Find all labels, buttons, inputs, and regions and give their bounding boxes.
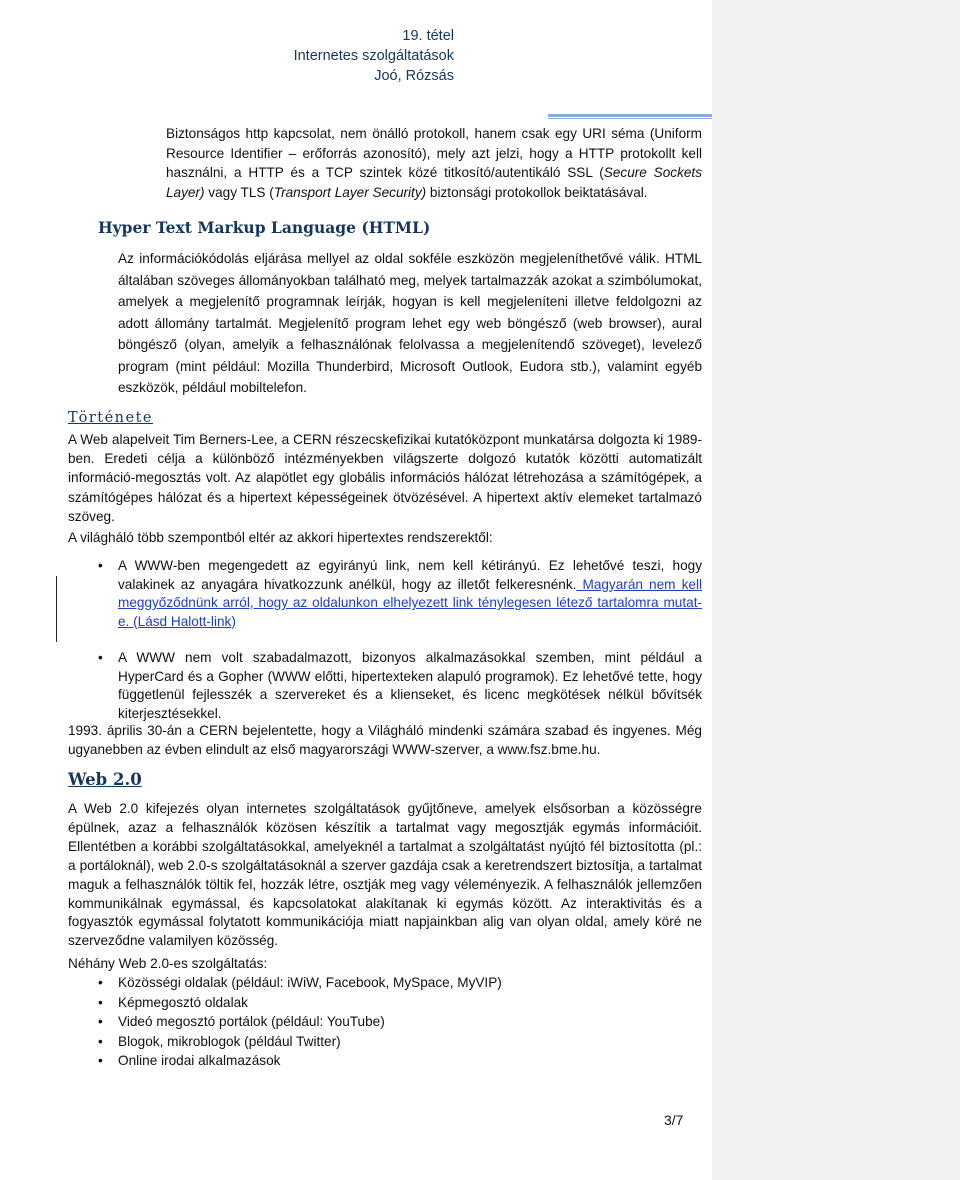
page-number: 3/7 [664,1112,684,1128]
service-item: Online irodai alkalmazások [118,1053,281,1068]
bullet-1-text: A WWW-ben megengedett az egyirányú link, nem kell kétirányú. Ez lehetővé teszi, hogy valakinek az anyagára hivatkozzunk anélkül, hogy az illetőt felkeresnénk. [118,558,702,592]
web20-services-list [68,973,702,1071]
bullet-icon: • [98,1033,103,1049]
tortenete-paragraph-1: A Web alapelveit Tim Berners-Lee, a CERN részecskefizikai kutatóközpont munkatársa dolgozta ki 1989-ben. Eredeti célja a különböző intézményekben világszerte dolgozó kutatók közötti automatizált információ-megosztás volt. Az alapötlet egy globális információs hálózat létrehozása a számítógépek, a számítógépes hálózat és a hipertext képességeinek ötvözésével. A hipertext aktív elemeket tartalmazó szöveg. [68,432,702,524]
bullet-icon: • [98,558,103,573]
list-item [68,993,702,1013]
service-item: Képmegosztó oldalak [118,994,248,1010]
list-item [68,1051,702,1071]
halott-link[interactable]: Magyarán nem kell meggyőződnünk arról, hogy az oldalunkon elhelyezett link ténylegesen létező tartalomra mutat-e. (Lásd Halott-link) [118,576,702,629]
bullet-icon: • [98,1053,103,1068]
header-line-3: Joó, Rózsás [374,68,454,84]
intro-text-c: vagy TLS ( [204,184,274,200]
bullet-icon: • [98,994,103,1010]
intro-text-ssl: Secure Sockets Layer) [166,165,702,200]
differences-list [68,557,702,723]
intro-text-tls: Transport Layer Security) [273,184,427,200]
service-item: Videó megosztó portálok (például: YouTube) [118,1014,385,1029]
bullet-icon: • [98,975,103,990]
list-item [68,649,702,723]
intro-paragraph [166,124,702,202]
bullet-icon: • [98,650,103,665]
web20-heading: Web 2.0 [68,770,142,789]
html-heading: Hyper Text Markup Language (HTML) [98,218,431,237]
tortenete-paragraph-3: 1993. április 30-án a CERN bejelentette, hogy a Világháló mindenki számára szabad és ingyenes. Még ugyanebben az évben elindult az első magyarországi WWW-szerver, a www.fsz.bme.hu. [68,723,702,757]
header-line-1: 19. tétel [402,28,454,44]
list-item [68,1012,702,1032]
intro-text-e: biztonsági protokollok beiktatásával. [426,184,648,200]
service-item: Blogok, mikroblogok (például Twitter) [118,1033,341,1049]
list-item [68,557,702,631]
bullet-icon: • [98,1014,103,1029]
list-item [68,973,702,993]
intro-text-a: Biztonságos http kapcsolat, nem önálló protokoll, hanem csak egy URI séma (Uniform Resource Identifier – erőforrás azonosító), mely azt jelzi, hogy a HTTP protokollt kell használni, a HTTP és a TCP szintek közé titkosító/autentikáló SSL ( [166,126,702,180]
bullet-2-text: A WWW nem volt szabadalmazott, bizonyos alkalmazásokkal szemben, mint például a HyperCard és a Gopher (WWW előtti, hipertexteken alapuló programok). Ez lehetővé tette, hogy függetlenül fejlesszék a szervereket és a klienseket, és licenc megkötések nélkül bővítsék kiterjesztésekkel. [118,650,702,721]
header-line-2: Internetes szolgáltatások [293,48,454,64]
tortenete-paragraph-2: A világháló több szempontból eltér az akkori hipertextes rendszerektől: [68,530,493,545]
web20-list-intro: Néhány Web 2.0-es szolgáltatás: [68,956,268,971]
change-bar [56,576,57,642]
list-item [68,1032,702,1052]
html-paragraph: Az információkódolás eljárása mellyel az oldal sokféle eszközön megjeleníthetővé válik. HTML általában szöveges állományokban található meg, melyek tartalmazzák azokat a szimbólumokat, amelyek a megjelenítő programnak leírják, hogyan is kell megjeleníteni illetve feldolgozni az adott állomány tartalmát. Megjelenítő program lehet egy web böngésző (web browser), aural böngésző (olyan, amelyik a felhasználónak felolvassa a megjelenítendő szöveget), levelező program (mint például: Mozilla Thunderbird, Microsoft Outlook, Eudora stb.), valamint egyéb eszközök, például mobiltelefon. [118,251,702,395]
service-item: Közösségi oldalak (például: iWiW, Facebook, MySpace, MyVIP) [118,975,502,990]
page-header [294,26,454,86]
web20-paragraph: A Web 2.0 kifejezés olyan internetes szolgáltatások gyűjtőneve, amelyek elsősorban a közösségre épülnek, azaz a felhasználók közösen készítik a tartalmat vagy megosztják egymás információit. Ellentétben a korábbi szolgáltatásokkal, amelyeknél a tartalmat a szolgáltatást nyújtó fél biztosította (pl.: a portáloknál), web 2.0-s szolgáltatásoknál a szerver gazdája csak a keretrendszert biztosítja, a tartalmat maguk a felhasználók töltik fel, hozzák létre, osztják meg vagy véleményezik. A felhasználók jellemzően kommunikálnak egymással, és kapcsolatokat alakítanak ki egymás között. Az interaktivitás és a fogyasztók egymással folytatott kommunikációja miatt napjainkban alig van olyan oldal, amely köré ne szerveződne valamilyen közösség. [68,801,702,949]
tortenete-heading: Története [68,410,154,426]
comment-pane [712,0,960,1180]
